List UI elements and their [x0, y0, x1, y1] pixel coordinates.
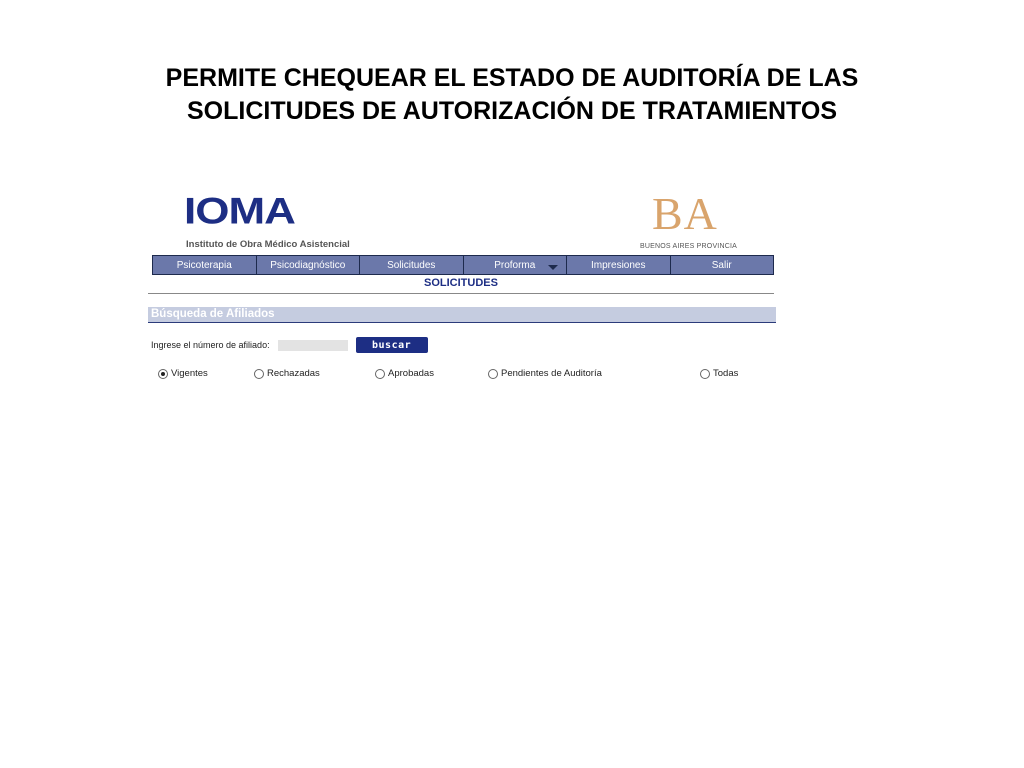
nav-item-label: Solicitudes [387, 259, 436, 271]
radio-unchecked-icon [254, 369, 264, 379]
buscar-button[interactable]: buscar [356, 337, 428, 353]
radio-todas[interactable] [700, 368, 738, 379]
ba-logo-letters: BA [652, 188, 718, 239]
nav-item-psicodiagnostico[interactable] [257, 256, 361, 274]
radio-label: Aprobadas [388, 368, 434, 379]
radio-unchecked-icon [488, 369, 498, 379]
main-nav [152, 255, 774, 275]
nav-item-proforma[interactable] [464, 256, 568, 274]
section-heading: SOLICITUDES [148, 277, 774, 294]
afiliado-number-input[interactable] [278, 340, 348, 351]
app-screenshot [148, 185, 776, 395]
radio-label: Vigentes [171, 368, 208, 379]
nav-item-solicitudes[interactable] [360, 256, 464, 274]
nav-item-psicoterapia[interactable] [153, 256, 257, 274]
radio-checked-icon [158, 369, 168, 379]
radio-label: Todas [713, 368, 739, 379]
ioma-wordmark: IOMA [184, 190, 295, 233]
radio-label: Rechazadas [267, 368, 320, 379]
ioma-subtitle: Instituto de Obra Médico Asistencial [186, 239, 350, 250]
radio-unchecked-icon [700, 369, 710, 379]
nav-item-label: Impresiones [591, 259, 646, 271]
radio-vigentes[interactable] [158, 368, 208, 379]
ioma-logo [184, 190, 359, 253]
slide-title-line-2: SOLICITUDES DE AUTORIZACIÓN DE TRATAMIENTOS [186, 97, 837, 125]
nav-item-label: Proforma [494, 259, 536, 271]
search-band [148, 307, 776, 323]
radio-aprobadas[interactable] [375, 368, 434, 379]
ba-logo [640, 188, 750, 253]
nav-item-label: Psicodiagnóstico [270, 259, 346, 271]
nav-item-salir[interactable] [671, 256, 774, 274]
chevron-down-icon [548, 265, 558, 270]
nav-item-label: Salir [711, 259, 732, 271]
radio-pendientes-auditoria[interactable] [488, 368, 602, 379]
radio-rechazadas[interactable] [254, 368, 320, 379]
slide-title [0, 62, 1024, 128]
nav-item-label: Psicoterapia [176, 259, 232, 271]
search-band-title: Búsqueda de Afiliados [151, 308, 275, 320]
slide-title-line-1: PERMITE CHEQUEAR EL ESTADO DE AUDITORÍA DE LAS [165, 64, 859, 92]
nav-item-impresiones[interactable] [567, 256, 671, 274]
radio-unchecked-icon [375, 369, 385, 379]
afiliado-search-row [151, 336, 428, 354]
radio-label: Pendientes de Auditoría [501, 368, 602, 379]
ba-logo-subtitle: BUENOS AIRES PROVINCIA [640, 243, 737, 250]
afiliado-label: Ingrese el número de afiliado: [151, 340, 270, 350]
